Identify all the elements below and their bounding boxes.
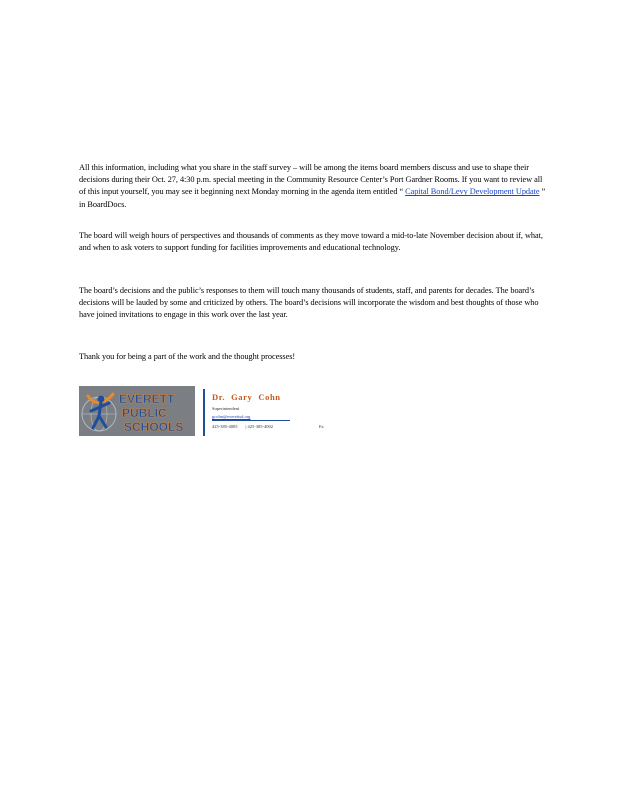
paragraph-board-decisions: The board’s decisions and the public’s responses to them will touch many thousands of students, staff, and parents for decades. The board’s decisions will be lauded by some and criticized by others. The board’s decisions will incorporate the wisdom and best thoughts of those who have joined invitations to engage in this work over the last year. xyxy=(79,286,539,320)
signature-title: Superintendent xyxy=(212,406,240,411)
phone-primary: 425-385-4005 xyxy=(212,424,238,429)
paragraph-thank-you: Thank you for being a part of the work and the thought processes! xyxy=(79,352,296,361)
email-signature xyxy=(79,386,339,438)
signature-fax-label: Fa xyxy=(319,424,324,429)
logo-text-line-3: SCHOOLS xyxy=(124,420,184,434)
boarddocs-agenda-link[interactable]: Capital Bond/Levy Development Update xyxy=(405,187,540,197)
signature-divider xyxy=(203,389,205,436)
signature-email-link[interactable]: gcohn@everettsd.org xyxy=(212,414,251,419)
signature-phones xyxy=(212,424,281,429)
name-first: Gary xyxy=(231,392,253,402)
logo-text-line-1: EVERETT xyxy=(119,392,175,406)
signature-rule xyxy=(212,420,290,421)
logo-text-line-2: PUBLIC xyxy=(122,406,167,420)
paragraph-survey-info xyxy=(79,162,549,211)
everett-public-schools-logo xyxy=(79,386,195,436)
paragraph-survey-tail: ” in BoardDocs. xyxy=(79,187,546,209)
logo-graphic xyxy=(79,386,195,436)
name-prefix: Dr. xyxy=(212,392,226,402)
signature-name xyxy=(212,392,287,402)
name-last: Cohn xyxy=(258,392,281,402)
paragraph-survey-text: All this information, including what you share in the staff survey – will be among the items board members discuss and use to shape their decisions during their Oct. 27, 4:30 p.m. special meeting in the Community Resource Center’s Port Gardner Rooms. If you want to review all of this input yourself, you may see it beginning next Monday morning in the agenda item entitled “ xyxy=(79,163,543,197)
paragraph-board-weigh: The board will weigh hours of perspectives and thousands of comments as they move toward a mid-to-late November decision about if, what, and when to ask voters to support funding for facilities improvements and educational technology. xyxy=(79,231,543,253)
phone-secondary: | 425-385-4002 xyxy=(245,424,274,429)
